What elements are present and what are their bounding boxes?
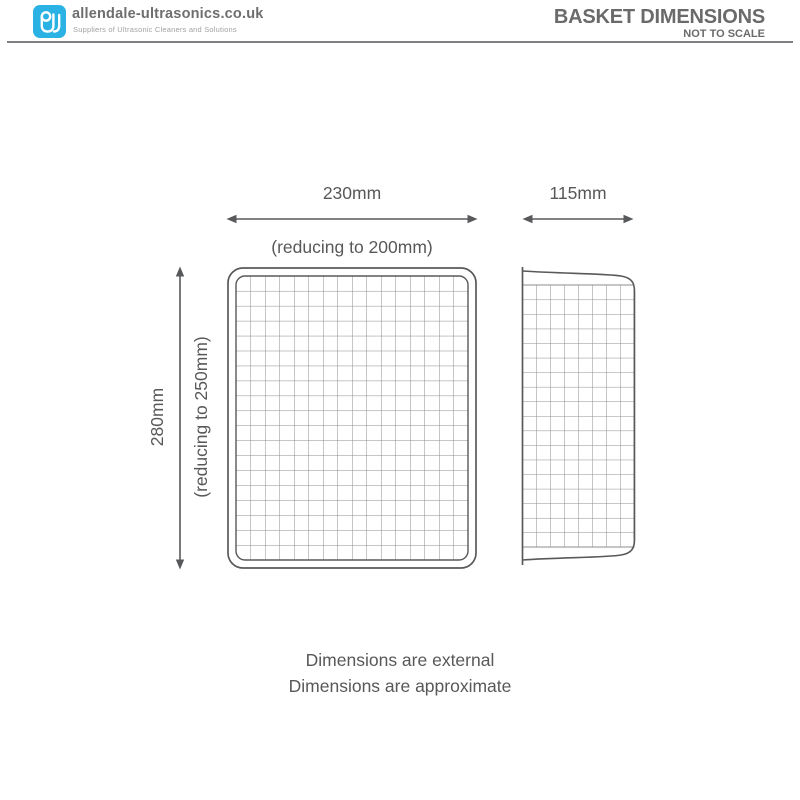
scale-note: NOT TO SCALE	[683, 28, 765, 40]
depth-dimension-arrow	[522, 212, 634, 226]
basket-side-view	[515, 258, 645, 573]
basket-top-view	[227, 267, 477, 569]
header-divider	[7, 41, 793, 43]
height-dimension-arrow	[173, 266, 187, 570]
width-reduction-note: (reducing to 200mm)	[271, 237, 433, 257]
footer-note-external: Dimensions are external	[305, 650, 495, 670]
height-reduction-note: (reducing to 250mm)	[191, 336, 211, 498]
depth-dimension-label: 115mm	[549, 183, 607, 203]
site-name: allendale-ultrasonics.co.uk	[72, 6, 264, 22]
side-mesh-grid	[523, 285, 635, 547]
basket-mesh-grid	[236, 276, 468, 560]
width-dimension-arrow	[226, 212, 478, 226]
footer-note-approximate: Dimensions are approximate	[288, 676, 512, 696]
allendale-logo	[33, 5, 66, 38]
page-title: BASKET DIMENSIONS	[553, 6, 765, 28]
height-dimension-label: 280mm	[147, 387, 167, 447]
site-tagline: Suppliers of Ultrasonic Cleaners and Solutions	[73, 25, 237, 34]
au-monogram-icon	[33, 5, 66, 38]
width-dimension-label: 230mm	[322, 183, 382, 203]
